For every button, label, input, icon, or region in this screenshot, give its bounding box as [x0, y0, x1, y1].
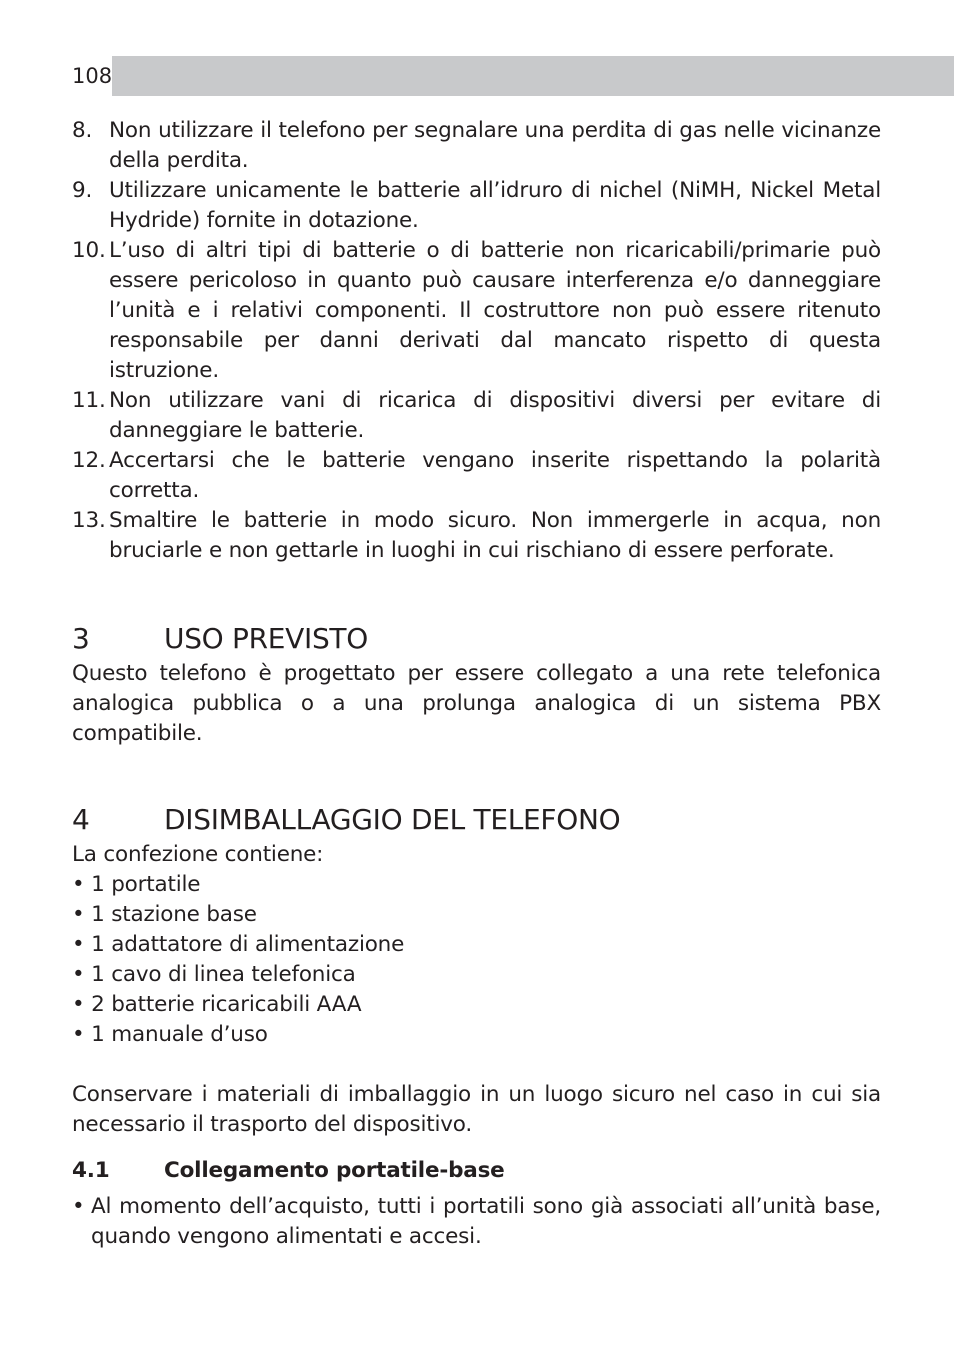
item-text: 1 stazione base	[91, 902, 257, 927]
list-item	[72, 960, 881, 990]
page-header-bar	[72, 56, 954, 96]
section-title: USO PREVISTO	[164, 622, 368, 655]
page-content	[72, 116, 881, 1252]
safety-list	[72, 116, 881, 566]
section-title: DISIMBALLAGGIO DEL TELEFONO	[164, 803, 621, 836]
list-item	[72, 176, 881, 236]
item-number: 13.	[72, 508, 106, 533]
section-intro: La confezione contiene:	[72, 842, 324, 867]
section-heading-4	[72, 802, 881, 838]
item-number: 11.	[72, 388, 106, 413]
section-heading-3	[72, 621, 881, 657]
section-body: Questo telefono è progettato per essere collegato a una rete telefonica analogica pubblica o a una prolunga analogica di un sistema PBX compatibile.	[72, 661, 881, 746]
section-title: Collegamento portatile-base	[164, 1158, 505, 1183]
section-number: 4.1	[72, 1158, 110, 1183]
item-text: 1 portatile	[91, 872, 201, 897]
bullet-icon: •	[72, 872, 85, 897]
list-item	[72, 1020, 881, 1050]
list-item	[72, 386, 881, 446]
item-number: 12.	[72, 448, 106, 473]
item-number: 8.	[72, 118, 93, 143]
item-text: Al momento dell’acquisto, tutti i portatili sono già associati all’unità base, quando vengono alimentati e accesi.	[91, 1194, 881, 1249]
item-text: 1 adattatore di alimentazione	[91, 932, 405, 957]
bullet-icon: •	[72, 992, 85, 1017]
item-number: 10.	[72, 238, 106, 263]
bullet-icon: •	[72, 1194, 85, 1219]
list-item	[72, 930, 881, 960]
package-contents-list	[72, 870, 881, 1050]
list-item	[72, 900, 881, 930]
section-note: Conservare i materiali di imballaggio in un luogo sicuro nel caso in cui sia necessario il trasporto del dispositivo.	[72, 1082, 881, 1137]
list-item	[72, 236, 881, 386]
item-text: Non utilizzare il telefono per segnalare una perdita di gas nelle vicinanze della perdita.	[109, 118, 881, 173]
list-item	[72, 1192, 881, 1252]
subsection-heading-4-1	[72, 1156, 881, 1186]
item-text: 2 batterie ricaricabili AAA	[91, 992, 362, 1017]
section-number: 4	[72, 803, 90, 836]
bullet-icon: •	[72, 962, 85, 987]
bullet-icon: •	[72, 902, 85, 927]
item-text: 1 cavo di linea telefonica	[91, 962, 356, 987]
item-number: 9.	[72, 178, 93, 203]
list-item	[72, 990, 881, 1020]
item-text: Smaltire le batterie in modo sicuro. Non immergerle in acqua, non bruciarle e non gettarle in luoghi in cui rischiano di essere perforate.	[109, 508, 881, 563]
list-item	[72, 446, 881, 506]
item-text: 1 manuale d’uso	[91, 1022, 268, 1047]
item-text: Non utilizzare vani di ricarica di dispositivi diversi per evitare di danneggiare le batterie.	[109, 388, 881, 443]
item-text: Accertarsi che le batterie vengano inserite rispettando la polarità corretta.	[109, 448, 881, 503]
bullet-icon: •	[72, 932, 85, 957]
bullet-icon: •	[72, 1022, 85, 1047]
section-number: 3	[72, 622, 90, 655]
list-item	[72, 116, 881, 176]
list-item	[72, 870, 881, 900]
pairing-list	[72, 1192, 881, 1252]
list-item	[72, 506, 881, 566]
item-text: Utilizzare unicamente le batterie all’idruro di nichel (NiMH, Nickel Metal Hydride) fornite in dotazione.	[109, 178, 881, 233]
item-text: L’uso di altri tipi di batterie o di batterie non ricaricabili/primarie può essere pericoloso in quanto può causare interferenza e/o danneggiare l’unità e i relativi componenti. Il costruttore non può essere ritenuto responsabile per danni derivati dal mancato rispetto di questa istruzione.	[109, 238, 881, 383]
page-number: 108	[72, 56, 112, 96]
